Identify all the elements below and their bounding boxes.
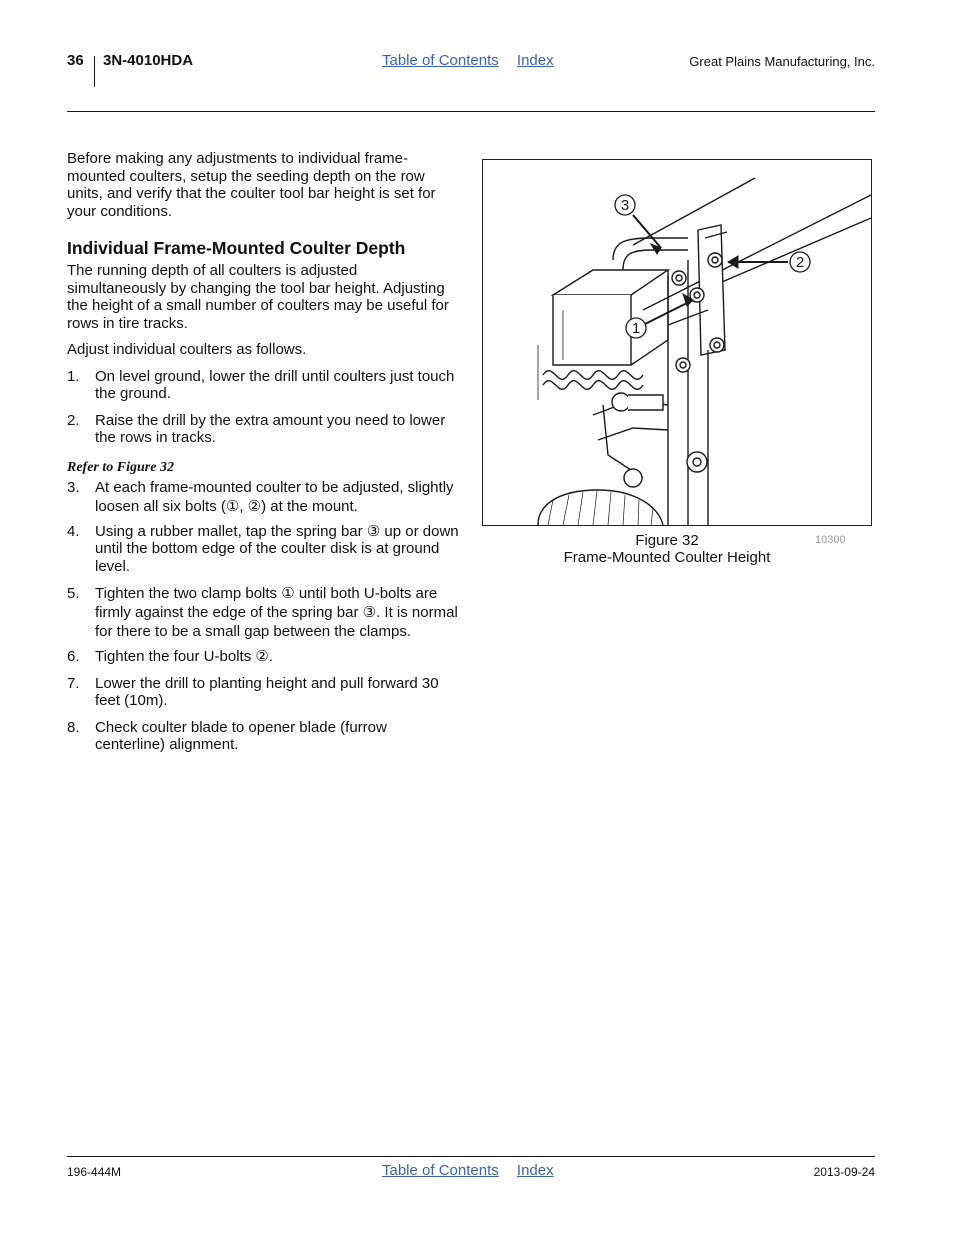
figure-title: Frame-Mounted Coulter Height — [563, 549, 771, 566]
page-footer — [67, 1162, 875, 1182]
step-number: 3. — [67, 478, 80, 496]
step-number: 5. — [67, 585, 80, 602]
step-item — [67, 584, 459, 641]
section-heading: Individual Frame-Mounted Coulter Depth — [67, 238, 406, 258]
step-text: Check coulter blade to opener blade (furrow centerline) alignment. — [95, 718, 387, 753]
step-item — [67, 675, 459, 710]
step-number: 4. — [67, 522, 80, 540]
step-item — [67, 368, 459, 403]
step-text: Using a rubber mallet, tap the spring bar ③ up or down until the bottom edge of the coulter disk is at ground level. — [95, 522, 459, 575]
header-rule — [67, 111, 875, 112]
callout-label: 2 — [795, 254, 805, 271]
figure-label: Figure 32 — [635, 532, 699, 549]
page-header — [67, 50, 875, 90]
steps-list-a — [67, 368, 459, 447]
footer-doc-number: 196-444M — [67, 1165, 122, 1179]
header-toc-link[interactable]: Table of Contents — [382, 52, 499, 69]
header-nav — [382, 52, 568, 69]
step-text: At each frame-mounted coulter to be adjusted, slightly loosen all six bolts (①, ②) at the mount. — [95, 478, 454, 515]
header-index-link[interactable]: Index — [516, 52, 554, 69]
intro-paragraph: Before making any adjustments to individual frame-mounted coulters, setup the seeding depth on the row units, and verify that the coulter tool bar height is set for your conditions. — [67, 150, 436, 220]
steps-list-b — [67, 478, 459, 754]
footer-date: 2013-09-24 — [813, 1165, 875, 1179]
footer-rule — [67, 1156, 875, 1157]
step-text: On level ground, lower the drill until coulters just touch the ground. — [95, 367, 455, 402]
step-item — [67, 648, 459, 666]
step-number: 1. — [67, 367, 80, 385]
page-number: 36 — [67, 52, 84, 69]
section-paragraph-2: Adjust individual coulters as follows. — [67, 341, 307, 358]
step-text: Tighten the two clamp bolts ① until both U-bolts are firmly against the edge of the spring bar ③. It is normal for there to be a small gap between the clamps. — [95, 585, 458, 640]
step-number: 2. — [67, 411, 80, 429]
step-number: 7. — [67, 674, 80, 692]
figure-code: 10300 — [815, 534, 846, 546]
step-text: Tighten the four U-bolts ②. — [95, 648, 273, 665]
body-text-column — [67, 150, 459, 763]
document-id: 3N-4010HDA — [103, 52, 194, 69]
step-item — [67, 719, 459, 754]
footer-index-link[interactable]: Index — [516, 1162, 554, 1179]
footer-nav — [382, 1162, 568, 1179]
callout-label: 3 — [620, 197, 630, 214]
step-item — [67, 478, 459, 516]
figure-caption — [482, 532, 872, 566]
footer-toc-link[interactable]: Table of Contents — [382, 1162, 499, 1179]
callout-label: 1 — [631, 320, 641, 337]
step-item — [67, 412, 459, 447]
figure-32-illustration — [482, 159, 872, 526]
step-item — [67, 523, 459, 576]
coulter-mount-drawing — [483, 160, 871, 525]
step-text: Raise the drill by the extra amount you need to lower the rows in tracks. — [95, 411, 446, 446]
section-paragraph-1: The running depth of all coulters is adjusted simultaneously by changing the tool bar height. Adjusting the height of a small number of coulters may be useful for rows in tire tracks. — [67, 262, 449, 332]
step-text: Lower the drill to planting height and pull forward 30 feet (10m). — [95, 674, 439, 709]
step-number: 6. — [67, 648, 80, 665]
figure-reference: Refer to Figure 32 — [67, 459, 174, 475]
step-number: 8. — [67, 718, 80, 736]
company-name: Great Plains Manufacturing, Inc. — [689, 54, 875, 69]
header-divider — [94, 56, 95, 87]
